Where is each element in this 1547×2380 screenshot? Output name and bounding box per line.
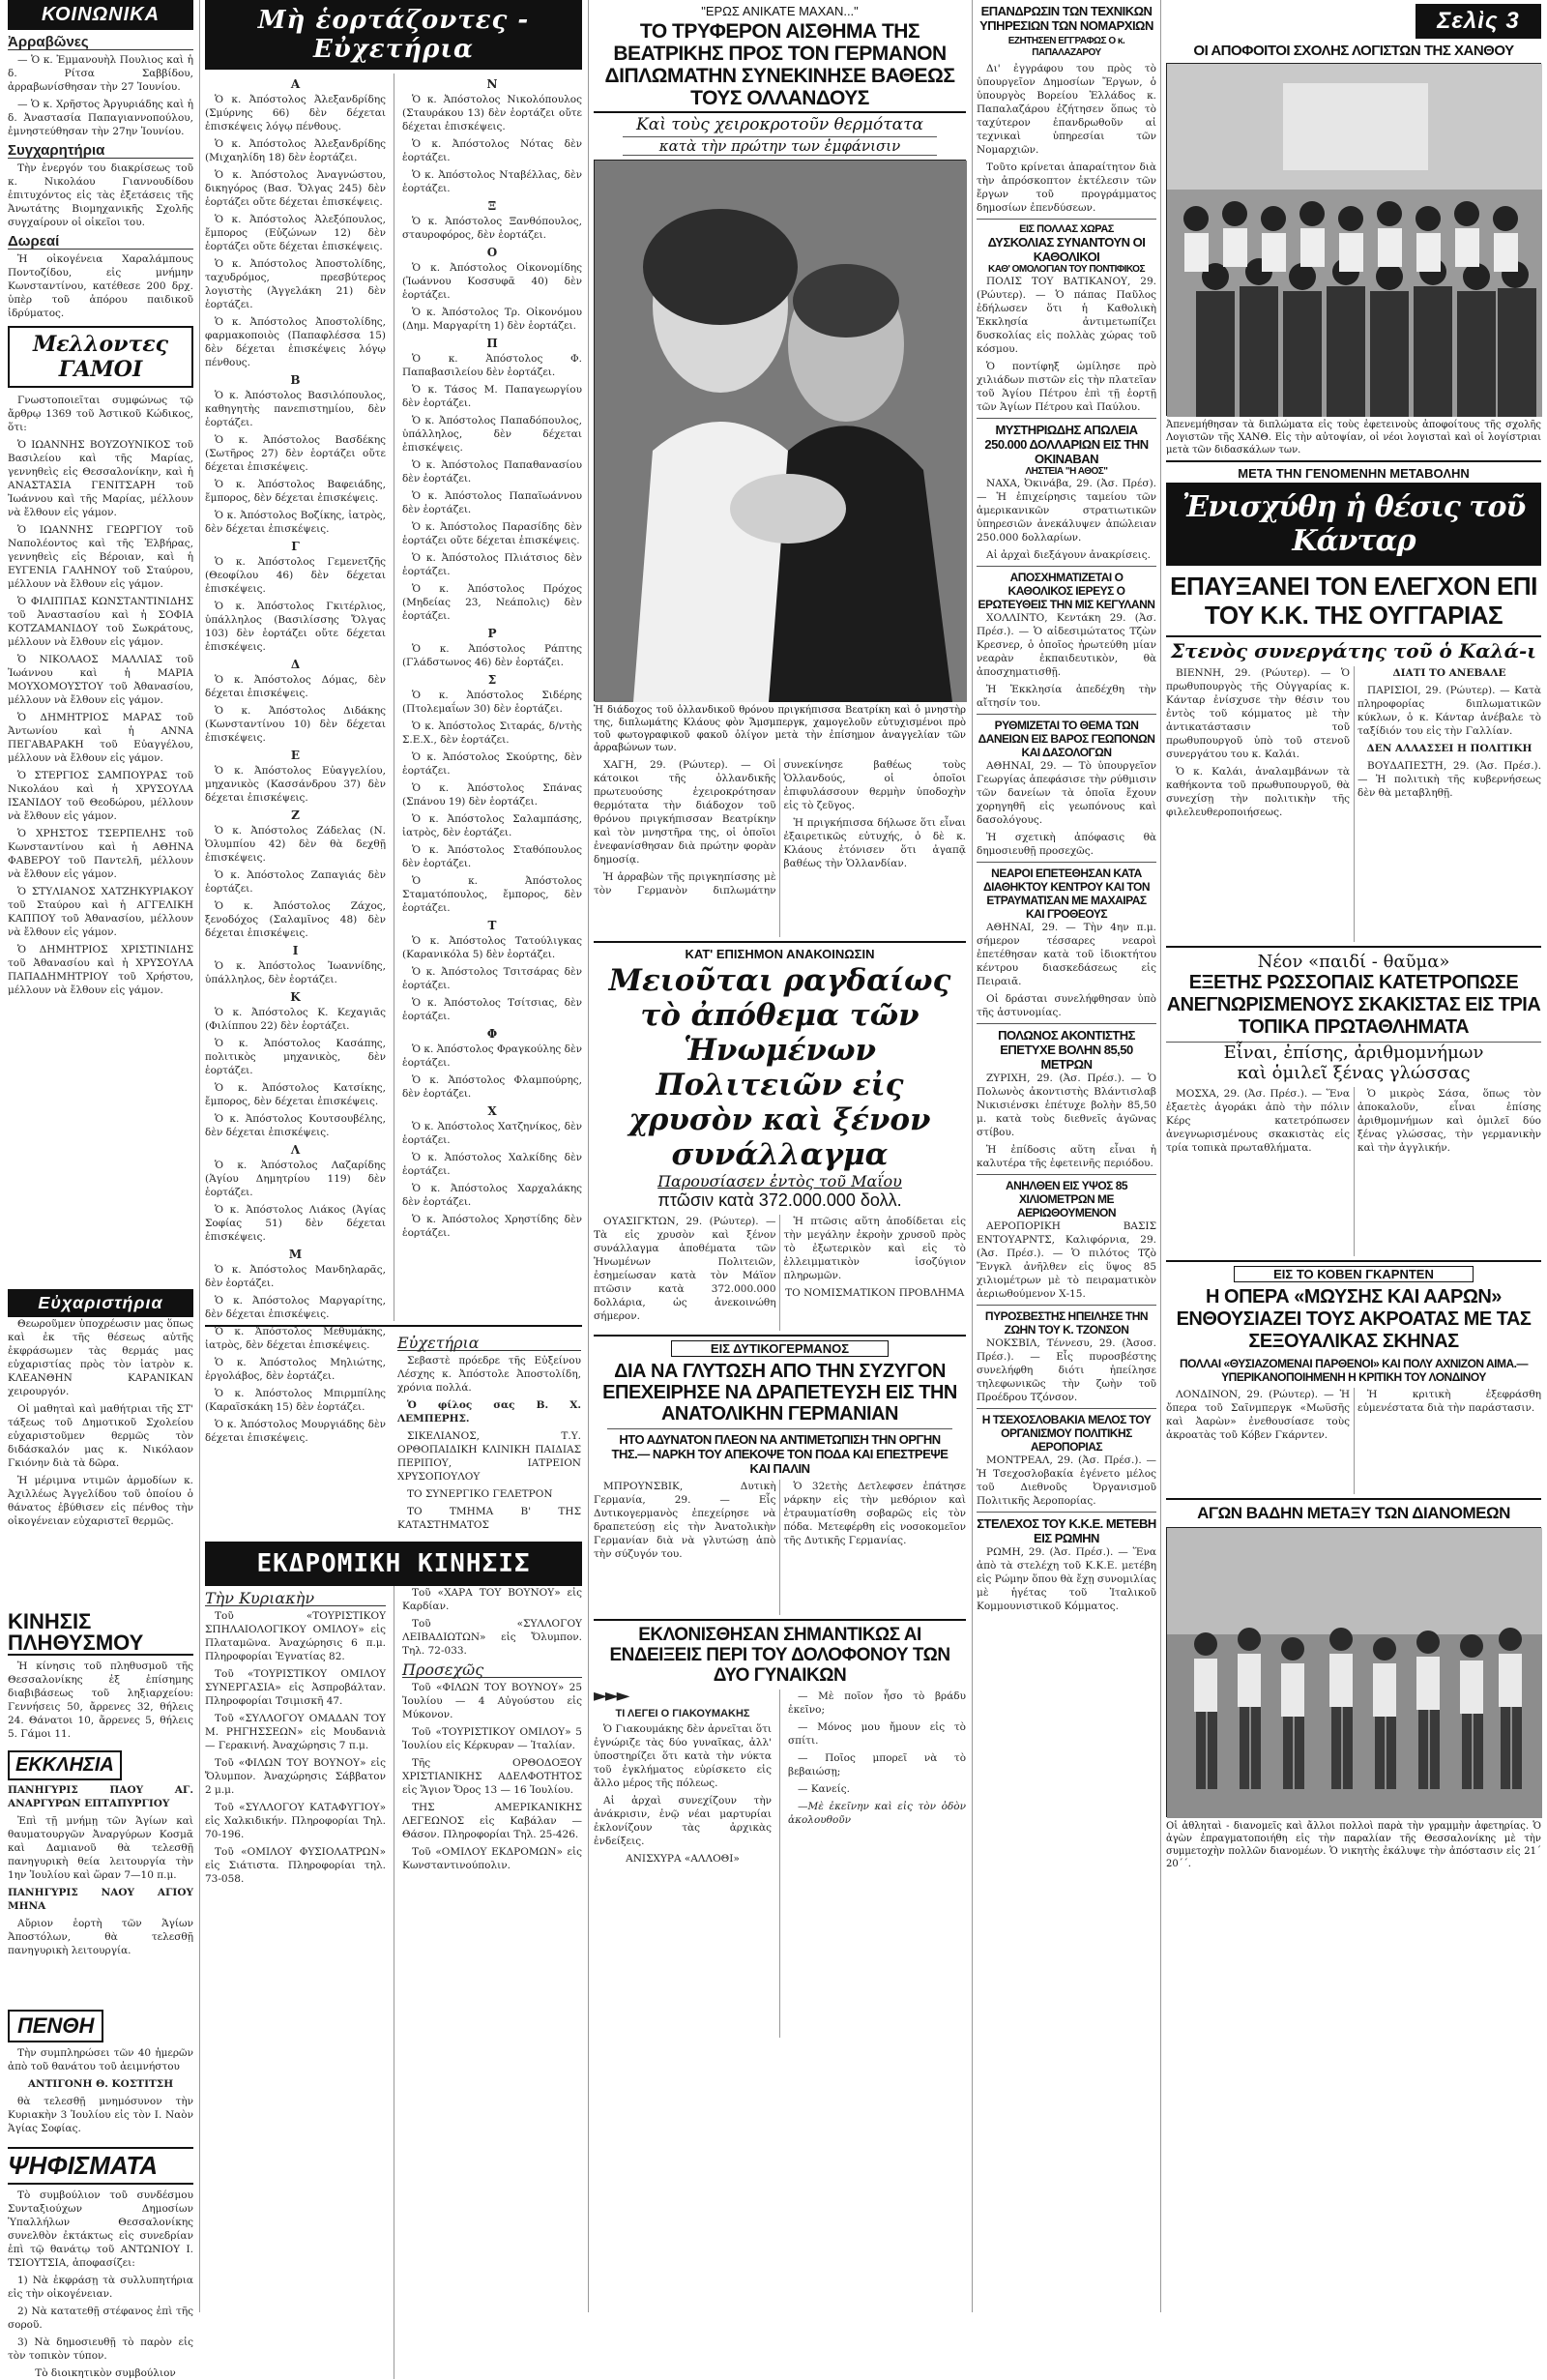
name-day-entry: Ὁ κ. Ἀπόστολος Φ. Παπαβασιλείου δὲν ἑορτάζει. [401,353,582,378]
text-paragraph: Ἡ κριτικὴ ἐξεφράσθη εὐμενέστατα διὰ τὴν παράστασιν. [1357,1389,1541,1414]
race-photo [1166,1527,1541,1817]
text-paragraph: — Μόνος μου ἤμουν εἰς τὸ σπίτι. [788,1721,967,1747]
photo-title: ΟΙ ΑΠΟΦΟΙΤΟΙ ΣΧΟΛΗΣ ΛΟΓΙΣΤΩΝ ΤΗΣ ΧΑΝΘΟΥ [1193,43,1514,59]
name-day-entry: Ὁ κ. Ἀπόστολος Σκούρτης, δὲν ἑορτάζει. [401,751,582,777]
murder-headline: ΕΚΛΟΝΙΣΘΗΣΑΝ ΣΗΜΑΝΤΙΚΩΣ ΑΙ ΕΝΔΕΙΞΕΙΣ ΠΕΡΙ ΤΟΥ ΔΟΛΟΦΟΝΟΥ ΤΩΝ ΔΥΟ ΓΥΝΑΙΚΩΝ [609,1625,950,1686]
alpha-letter: Π [486,337,498,350]
graduates-photo [1166,63,1541,416]
alpha-letter: Χ [487,1104,497,1118]
text-paragraph: Ἡ μέριμνα ντιμῶν ἀρμοδίων κ. Ἀχιλλέως Ἀγγελίδου τοῦ ὁποίου ὁ θάνατος ἐβύθισεν εἰς πένθος τὴν οἰκογένειαν εὐχαριστεῖ θερμῶς. [8,1475,193,1527]
text-paragraph: Ἡ Ἐκκλησία ἀπεδέχθη τὴν αἴτησίν του. [977,684,1156,709]
text-paragraph: — Ποῖος μπορεῖ νὰ τὸ βεβαιώσῃ; [788,1752,967,1778]
text-paragraph: Ἐπὶ τῇ μνήμῃ τῶν Ἁγίων καὶ θαυματουργῶν Ἀναργύρων Κοσμᾶ καὶ Δαμιανοῦ θὰ τελεσθῇ πανηγυρικὴ θεία λειτουργία τὴν 1ην Ἰουλίου καὶ ὥραν 7—10 π.μ. [8,1815,193,1881]
opera-headline: Η ΟΠΕΡΑ «ΜΩΥΣΗΣ ΚΑΙ ΑΑΡΩΝ» ΕΝΘΟΥΣΙΑΖΕΙ ΤΟΥΣ ΑΚΡΟΑΤΑΣ ΜΕ ΤΑΣ ΣΕΞΟΥΑΛΙΚΑΣ ΣΚΗΝΑΣ [1176,1286,1532,1352]
text-paragraph: Τοῦ «ΟΜΙΛΟΥ ΦΥΣΙΟΛΑΤΡΩΝ» εἰς Σιάτιστα. Πληροφορίαι τηλ. 73-058. [205,1846,386,1885]
name-day-entry: Ὁ κ. Ἀπόστολος Μαργαρίτης, δὲν δέχεται ἐπισκέψεις. [205,1295,386,1320]
text-paragraph: Ἡ ἀρραβὼν τῆς πριγκηπίσσης μὲ τὸν Γερμανὸν διπλωμάτην συνεκίνησε βαθέως τοὺς Ὁλλανδούς, οἱ ὁποῖοι ἐπιφυλάσσουν θερμὴν ὑποδοχὴν εἰς τὸ ζεῦγος. [594,759,966,896]
text-paragraph: — Ὁ κ. Χρῆστος Ἀργυριάδης καὶ ἡ δ. Ἀναστασία Παπαγιαννοπούλου, ἐμνηστεύθησαν τὴν 27ην Ἰουνίου. [8,99,193,137]
alpha-letter: Κ [290,990,301,1004]
text-paragraph: Τὴν συμπληρώσει τῶν 40 ἡμερῶν ἀπὸ τοῦ θανάτου τοῦ ἀειμνήστου [8,2047,193,2072]
text-paragraph: Ἡ πτῶσις αὕτη ἀποδίδεται εἰς τὴν μεγάλην ἐκροὴν χρυσοῦ πρὸς τὸ ἐξωτερικὸν καὶ εἰς τὸ ἐλλειμματικὸν ἰσοζύγιον πληρωμῶν. [783,1216,966,1281]
name-day-entry: Ὁ κ. Ἀπόστολος Φραγκούλης δὲν ἑορτάζει. [401,1043,582,1069]
name-day-entry: Ὁ κ. Ἀπόστολος Νταβέλλας, δὲν ἑορτάζει. [401,169,582,194]
brief-headline: ΣΤΕΛΕΧΟΣ ΤΟΥ Κ.Κ.Ε. ΜΕΤΕΒΗ ΕΙΣ ΡΩΜΗΝ [977,1516,1156,1545]
name-days-section [205,0,582,2312]
briefs-column [977,0,1156,2312]
name-day-entry: Ὁ κ. Ἀπόστολος Βοζίκης, ἰατρὸς, δὲν δέχεται ἐπισκέψεις. [205,510,386,535]
population-title: ΚΙΝΗΣΙΣ ΠΛΗΘΥΣΜΟΥ [8,1611,193,1656]
name-day-entry: Ὁ κ. Ἀπόστολος Βαφειάδης, ἔμπορος, δὲν δέχεται ἐπισκέψεις. [205,479,386,504]
text-paragraph: Αἱ ἀρχαὶ συνεχίζουν τὴν ἀνάκρισιν, ἐνῷ νέαι μαρτυρίαι ἐκλονίζουν τὰς ἀρχικὰς ἐνδείξεις. [594,1795,773,1847]
name-day-entry: Ὁ κ. Ἀπόστολος Μπιρμπίλης (Καραϊσκάκη 15) δὲν ἑορτάζει. [205,1388,386,1413]
name-day-entry: Ὁ κ. Ἀπόστολος Ζάδελας (Ν. Ὀλυμπίου 42) δὲν θὰ δεχθῇ ἐπισκέψεις. [205,825,386,864]
text-paragraph: Ἡ ἐπίδοσις αὕτη εἶναι ἡ καλυτέρα τῆς ἐφετεινῆς περιόδου. [977,1144,1156,1169]
text-paragraph: ΠΑΝΗΓΥΡΙΣ ΠΑΟΥ ΑΓ. ΑΝΑΡΓΥΡΩΝ ΕΠΤΑΠΥΡΓΙΟΥ [8,1784,193,1809]
hungary-kicker: ΜΕΤΑ ΤΗΝ ΓΕΝΟΜΕΝΗΝ ΜΕΤΑΒΟΛΗΝ [1238,466,1470,481]
name-day-entry: Ὁ κ. Ἀπόστολος Λιάκος (Ἀγίας Σοφίας 51) δὲν δέχεται ἐπισκέψεις. [205,1204,386,1243]
text-paragraph: Τοῦ «ΤΟΥΡΙΣΤΙΚΟΥ ΟΜΙΛΟΥ» 5 Ἰουλίου εἰς Κέρκυραν — Ἰταλίαν. [401,1726,582,1751]
text-paragraph: Ὁ κ. Καλάι, ἀναλαμβάνων τὰ καθήκοντα τοῦ πρωθυπουργοῦ, θὰ συνεχίσῃ τὴν πολιτικὴν τῆς φιλελευθεροποιήσεως. [1166,766,1350,818]
name-day-entry: Ὁ κ. Ἀπόστολος Εὐαγγελίου, μηχανικὸς (Κασσάνδρου 37) δὲν δέχεται ἐπισκέψεις. [205,765,386,804]
text-paragraph: Ὁ ΙΩΑΝΝΗΣ ΓΕΩΡΓΙΟΥ τοῦ Ναπολέοντος καὶ τῆς Ἐλβήρας, γεννηθεὶς εἰς Βέροιαν, καὶ ἡ ΕΥΓΕΝΙΑ ΓΑΛΗΝΟΥ τοῦ Σταύρου, μέλλουν νὰ ἔλθουν εἰς γάμον. [8,524,193,590]
story-headline: ΤΟ ΤΡΥΦΕΡΟΝ ΑΙΣΘΗΜΑ ΤΗΣ ΒΕΑΤΡΙΚΗΣ ΠΡΟΣ ΤΟΝ ΓΕΡΜΑΝΟΝ ΔΙΠΛΩΜΑΤΗΝ ΣΥΝΕΚΙΝΗΣΕ ΒΑΘΕΩΣ ΤΟΥΣ ΟΛΛΑΝΔΟΥΣ [604,20,955,109]
brief-headline: ΕΙΣ ΠΟΛΛΑΣ ΧΩΡΑΣ [1019,223,1114,235]
text-paragraph: Τοῦτο κρίνεται ἀπαραίτητον διὰ τὴν ἀπρόσκοπτον ἐκτέλεσιν τῶν ἔργων τοῦ προγράμματος δημοσίων ἐπενδύσεων. [977,162,1156,214]
text-paragraph: ΑΝΤΙΓΟΝΗ Θ. ΚΟΣΤΙΤΣΗ [27,2078,174,2090]
text-paragraph: ΤΟ ΝΟΜΙΣΜΑΤΙΚΟΝ ΠΡΟΒΛΗΜΑ [785,1287,965,1299]
thanks-title: Εὐχαριστήρια [8,1289,193,1317]
name-day-entry: Ὁ κ. Ἀπόστολος Παπαδόπουλος, ὑπάλληλος, δὲν δέχεται ἐπισκέψεις. [401,415,582,454]
text-paragraph: ΤΟ ΣΥΝΕΡΓΙΚΟ ΓΕΛΕΤΡΟΝ [407,1488,553,1500]
name-day-entry: Ὁ κ. Ἀπόστολος Γκιτέρλιος, ὑπάλληλος (Βασιλίσσης Ὄλγας 103) δὲν ἑορτάζει οὔτε δέχεται ἐπισκέψεις. [205,601,386,653]
text-paragraph: 2) Νὰ κατατεθῇ στέφανος ἐπὶ τῆς σοροῦ. [8,2306,193,2331]
text-paragraph: ΔΕΝ ΑΛΛΑΣΣΕΙ Η ΠΟΛΙΤΙΚΗ [1366,743,1532,754]
race-photo-art [1167,1528,1542,1818]
excursions-sub: Τὴν Κυριακὴν [205,1592,386,1606]
name-day-entry: Ὁ κ. Ἀπόστολος Ζαπαγιάς δὲν ἑορτάζει. [205,869,386,895]
text-paragraph: ΠΟΛΙΣ ΤΟΥ ΒΑΤΙΚΑΝΟΥ, 29. (Ρώυτερ). — Ὁ πάπας Παῦλος ἐδήλωσεν ὅτι ἡ Καθολικὴ Ἐκκλησία ἀντιμετωπίζει δυσκολίας εἰς πολλὰς χώρας τοῦ κόσμου. [977,276,1156,355]
text-paragraph: Θεωροῦμεν ὑποχρέωσιν μας ὅπως καὶ ἐκ τῆς θέσεως αὐτῆς ἐκφράσωμεν τὰς θερμάς μας εὐχαριστίας πρὸς τὸν ἰατρὸν κ. ΚΛΕΑΝΘΗΝ ΚΑΡΑΝΙΚΑΝ χειρουργόν. [8,1318,193,1397]
chess-subhead: Εἶναι, ἐπίσης, ἀριθμομνήμων [1166,1042,1541,1063]
church-title: ΕΚΚΛΗΣΙΑ [8,1750,122,1780]
mourning-title: ΠΕΝΘΗ [8,2010,103,2042]
graduates-photo-art [1167,64,1542,417]
text-paragraph: ΒΟΥΔΑΠΕΣΤΗ, 29. (Ἀσ. Πρέσ.). — Ἡ πολιτικὴ τῆς κυβερνήσεως δὲν θὰ μεταβληθῇ. [1357,760,1541,799]
photo-caption: Ἀπενεμήθησαν τὰ διπλώματα εἰς τοὺς ἐφετεινοὺς ἀποφοίτους τῆς σχολῆς Λογιστῶν τῆς ΧΑΝΘ. Εἰς τὴν αὐτοψίαν, οἱ νέοι λογισταὶ καὶ οἱ λογίστριαι μετὰ τῶν διδασκάλων των. [1166,420,1541,455]
murder-subhead: ΤΙ ΛΕΓΕΙ Ο ΓΙΑΚΟΥΜΑΚΗΣ [615,1708,750,1719]
name-day-entry: Ὁ κ. Ἀπόστολος Ράπτης (Γλάδστωνος 46) δὲν ἑορτάζει. [401,643,582,668]
text-paragraph: Ἡ οἰκογένεια Χαραλάμπους Ποντοζίδου, εἰς μνήμην Κωνσταντίνου, κατέθεσε 200 δρχ. ὑπὲρ τοῦ ἀπόρου παιδικοῦ ἰδρύματος. [8,253,193,319]
name-day-entry: Ὁ κ. Ἀπόστολος Τρ. Οἰκονόμου (Δημ. Μαργαρίτη 1) δὲν ἑορτάζει. [401,307,582,332]
text-paragraph: — Ὁ κ. Ἐμμανουὴλ Πουλιος καὶ ἡ δ. Ρίτσα Σαββίδου, ἀρραβωνίσθησαν τὴν 27 Ἰουνίου. [8,54,193,93]
name-day-entry: Ὁ κ. Ἀπόστολος Χαρχαλάκης δὲν ἑορτάζει. [401,1183,582,1208]
text-paragraph: ΜΟΝΤΡΕΑΛ, 29. (Ἀσ. Πρέσ.). — Ἡ Τσεχοσλοβακία ἐγένετο μέλος τοῦ Διεθνοῦς Ὀργανισμοῦ Πολιτικῆς Ἀεροπορίας. [977,1454,1156,1507]
alpha-letter: Β [290,373,301,387]
text-paragraph: Οἱ μαθηταὶ καὶ μαθήτριαι τῆς ΣΤ' τάξεως τοῦ Δημοτικοῦ Σχολείου εὐχαριστοῦμεν θερμῶς τὸν διδάσκαλόν μας κ. Νικόλαον Γκιόνην διὰ τὰ δῶρα. [8,1403,193,1469]
hungary-headline-2: ΕΠΑΥΞΑΝΕΙ ΤΟΝ ΕΛΕΓΧΟΝ ΕΠΙ ΤΟΥ Κ.Κ. ΤΗΣ ΟΥΓΓΑΡΙΑΣ [1170,572,1537,630]
text-paragraph: ΟΥΑΣΙΓΚΤΩΝ, 29. (Ρώυτερ). — Τὰ εἰς χρυσὸν καὶ ξένον συνάλλαγμα ἀποθέματα τῶν Ἡνωμένων Πολιτειῶν, ἐσημείωσαν κατὰ τὸν Μάϊον πτῶσιν κατὰ 372.000.000 δολλάρια, ὡς ἀνεκοινώθη σήμερον. [594,1216,776,1322]
name-day-entry: Ὁ κ. Ἀπόστολος Μανδηλαρᾶς, δὲν ἑορτάζει. [205,1264,386,1289]
text-paragraph: Τοῦ «ΤΟΥΡΙΣΤΙΚΟΥ ΣΠΗΛΑΙΟΛΟΓΙΚΟΥ ΟΜΙΛΟΥ» εἰς Πλαταμῶνα. Ἀναχώρησις 6 π.μ. Πληροφορίαι Ἐγνατίας 82. [205,1610,386,1662]
name-day-entry: Ὁ κ. Ἀπόστολος Ἀποστολίδης, ταχυδρόμος, πρεσβύτερος λογιστὴς (Ἀγγελάκη 21) δὲν ἑορτάζει. [205,258,386,310]
text-paragraph: Ὁ φίλος σας Β. Χ. ΛΕΜΠΕΡΗΣ. [397,1399,581,1425]
german-kicker: ΕΙΣ ΔΥΤΙΚΟΓΕΡΜΑΝΟΣ [671,1340,889,1357]
upcoming-heading: Προσεχῶς [402,1663,582,1678]
name-day-entry: Ὁ κ. Ἀπόστολος Βασδέκης (Σωτῆρος 27) δὲν ἑορτάζει οὔτε δέχεται ἐπισκέψεις. [205,434,386,473]
alpha-letter: Ξ [487,199,497,213]
text-paragraph: Ὁ ΙΩΑΝΝΗΣ ΒΟΥΖΟΥΝΙΚΟΣ τοῦ Βασιλείου καὶ τῆς Μαρίας, γεννηθεὶς εἰς Θεσσαλονίκην, καὶ ἡ ΑΝΑΣΤΑΣΙΑ ΓΕΝΙΤΣΑΡΗ τοῦ Ἰωάννου καὶ τῆς Μαρίας, μέλλουν νὰ ἔλθουν εἰς γάμον. [8,439,193,518]
text-paragraph: ΑΘΗΝΑΙ, 29. — Τὸ ὑπουργεῖον Γεωργίας ἀπεφάσισε τὴν ρύθμισιν τῶν δανείων τὰ ὁποῖα ἔχουν χορηγηθῆ εἰς γεωπόνους καὶ δασολόγους. [977,760,1156,826]
brief-headline: ΡΥΘΜΙΖΕΤΑΙ ΤΟ ΘΕΜΑ ΤΩΝ ΔΑΝΕΙΩΝ ΕΙΣ ΒΑΡΟΣ ΓΕΩΠΟΝΩΝ ΚΑΙ ΔΑΣΟΛΟΓΩΝ [978,719,1155,759]
brief-headline: ΔΥΣΚΟΛΙΑΣ ΣΥΝΑΝΤΟΥΝ ΟΙ ΚΑΘΟΛΙΚΟΙ [987,235,1146,264]
engagement-photo-art [595,161,967,702]
chess-headline: ΕΞΕΤΗΣ ΡΩΣΣΟΠΑΙΣ ΚΑΤΕΤΡΟΠΩΣΕ ΑΝΕΓΝΩΡΙΣΜΕΝΟΥΣ ΣΚΑΚΙΣΤΑΣ ΕΙΣ ΤΡΙΑ ΤΟΠΙΚΑ ΠΡΩΤΑΘΛΗΜΑΤΑ [1166,972,1541,1038]
excursions-title: ΕΚΔΡΟΜΙΚΗ ΚΙΝΗΣΙΣ [205,1542,582,1586]
alpha-letter: Τ [487,919,497,932]
text-paragraph: Σεβαστὲ πρόεδρε τῆς Εὐξείνου Λέσχης κ. Ἀπόστολε Ἀποστολίδη, χρόνια πολλά. [397,1355,581,1394]
name-day-entry: Ὁ κ. Ἀπόστολος Δόμας, δὲν δέχεται ἐπισκέψεις. [205,674,386,699]
text-paragraph: Ὁ μικρὸς Σάσα, ὅπως τὸν ἀποκαλοῦν, εἶναι ἐπίσης ἀριθμομνήμων καὶ ὁμιλεῖ δύο ξένας γλώσσας, τὴν γερμανικὴν καὶ τὴν ἀγγλικήν. [1357,1088,1541,1154]
german-subhead: ΗΤΟ ΑΔΥΝΑΤΟΝ ΠΛΕΟΝ ΝΑ ΑΝΤΙΜΕΤΩΠΙΣΗ ΤΗΝ ΟΡΓΗΝ ΤΗΣ.— ΝΑΡΚΗ ΤΟΥ ΑΠΕΚΟΨΕ ΤΟΝ ΠΟΔΑ ΚΑΙ ΕΠΕΣΤΡΕΨΕ ΚΑΙ ΠΑΛΙΝ [607,1428,952,1476]
story-subhead: Καὶ τοὺς χειροκροτοῦν θερμότατα [594,111,966,134]
name-day-entry: Ὁ κ. Ἀπόστολος Οἰκονομίδης (Ἰωάννου Κοσσυφᾶ 40) δὲν ἑορτάζει. [401,262,582,301]
brief-subhead: ΛΗΣΤΕΙΑ "Η ΑΘΟΣ" [1025,466,1108,477]
alpha-letter: Ε [290,749,301,762]
arrows-icon: ►►► [594,1686,628,1706]
brief-headline: ΝΕΑΡΟΙ ΕΠΕΤΕΘΗΣΑΝ ΚΑΤΑ ΔΙΑΘΗΚΤΟΥ ΚΕΝΤΡΟΥ ΚΑΙ ΤΟΝ ΕΤΡΑΥΜΑΤΙΣΑΝ ΜΕ ΜΑΧΑΙΡΑΣ ΚΑΙ ΓΡΟΘΕΟΥΣ [982,867,1151,921]
text-paragraph: ΣΙΚΕΛΙΑΝΟΣ, Τ.Υ. ΟΡΘΟΠΑΙΔΙΚΗ ΚΛΙΝΙΚΗ ΠΑΙΔΙΑΣ ΠΕΡΙΠΟΥ, ΙΑΤΡΕΙΟΝ ΧΡΥΣΟΠΟΥΛΟΥ [397,1430,581,1483]
text-paragraph: Ὁ ΝΙΚΟΛΑΟΣ ΜΑΛΛΙΑΣ τοῦ Ἰωάννου καὶ ἡ ΜΑΡΙΑ ΜΟΥΧΟΜΟΥΣΤΟΥ τοῦ Ἀθανασίου, μέλλουν νὰ ἔλθουν εἰς γάμον. [8,654,193,706]
name-day-entry: Ὁ κ. Τάσος Μ. Παπαγεωργίου δὲν ἑορτάζει. [401,384,582,409]
name-day-entry: Ὁ κ. Ἀπόστολος Πρόχος (Μηδείας 23, Νεάπολις) δὲν ἑορτάζει. [401,583,582,622]
text-paragraph: θὰ τελεσθῇ μνημόσυνον τὴν Κυριακὴν 3 Ἰουλίου εἰς τὸν Ι. Ναὸν Ἁγίας Σοφίας. [8,2096,193,2134]
section-heading: Δωρεαί [8,235,193,250]
text-paragraph: Τοῦ «ΤΟΥΡΙΣΤΙΚΟΥ ΟΜΙΛΟΥ ΣΥΝΕΡΓΑΣΙΑ» εἰς Ἀσπροβάλταν. Πληροφορίαι Τσιμισκῆ 47. [205,1668,386,1707]
resolutions-title: ΨΗΦΙΣΜΑΤΑ [8,2147,193,2185]
text-paragraph: Τὸ διοικητικὸν συμβούλιον [35,2367,176,2379]
text-paragraph: Ὁ ΣΤΥΛΙΑΝΟΣ ΧΑΤΖΗΚΥΡΙΑΚΟΥ τοῦ Σταύρου καὶ ἡ ΑΓΓΕΛΙΚΗ ΚΑΠΠΟΥ τοῦ Ἀθανασίου, μέλλουν νὰ ἔλθουν εἰς γάμον. [8,886,193,938]
name-day-entry: Ὁ κ. Ἀπόστολος Βασιλόπουλος, καθηγητὴς πανεπιστημίου, δὲν ἑορτάζει. [205,390,386,428]
gold-kicker: ΚΑΤ' ΕΠΙΣΗΜΟΝ ΑΝΑΚΟΙΝΩΣΙΝ [685,947,875,961]
name-day-entry: Ὁ κ. Ἀπόστολος Πλιάτσιος δὲν ἑορτάζει. [401,552,582,577]
name-day-entry: Ὁ κ. Ἀπόστολος Κ. Κεχαγιᾶς (Φιλίππου 22) δὲν ἑορτάζει. [205,1007,386,1032]
text-paragraph: ΡΩΜΗ, 29. (Ἀσ. Πρέσ.). — Ἕνα ἀπὸ τὰ στελέχη τοῦ Κ.Κ.Ε. μετέβη εἰς Ρώμην ὅπου θὰ ἔχῃ συνομιλίας μὲ ἡγέτας τοῦ Ἰταλικοῦ Κομμουνιστικοῦ Κόμματος. [977,1546,1156,1612]
name-day-entry: Ὁ κ. Ἀπόστολος Τσιτσάρας δὲν ἑορτάζει. [401,966,582,991]
text-paragraph: ΜΟΣΧΑ, 29. (Ἀσ. Πρέσ.). — Ἕνα ἑξαετὲς ἀγοράκι ἀπὸ τὴν πόλιν Κέρς κατετρόπωσεν ἀνεγνωρισμένους σκακιστὰς εἰς τρία τοπικὰ πρωταθλήματα. [1166,1088,1350,1154]
alpha-letter: Ι [292,944,299,957]
name-day-entry: Ὁ κ. Ἀπόστολος Ζάχος, ξενοδόχος (Σαλαμῖνος 48) δὲν δέχεται ἐπισκέψεις. [205,900,386,939]
text-paragraph: ΑΕΡΟΠΟΡΙΚΗ ΒΑΣΙΣ ΕΝΤΟΥΑΡΝΤΣ, Καλιφόρνια, 29. (Ἀσ. Πρέσ.). — Ὁ πιλότος Τζὸ Ἔνγκλ ἀνῆλθεν εἰς ὕψος 85 χιλιομέτρων μὲ τὸ πειραματικὸν ἀεριωθούμενον Χ-15. [977,1220,1156,1300]
name-days-title: Μὴ ἑορτάζοντες - Εὐχετήρια [205,0,582,70]
name-days-col-1 [205,73,386,1444]
text-paragraph: ΜΠΡΟΥΝΣΒΙΚ, Δυτικὴ Γερμανία, 29. — Εἷς Δυτικογερμανὸς ἐπεχείρησε νὰ δραπετεύσῃ εἰς τὴν Ἀνατολικὴν Γερμανίαν διὰ νὰ γλυτώσῃ ἀπὸ τὴν σύζυγόν του. [594,1481,776,1560]
alpha-letter: Ν [486,77,498,91]
text-paragraph: ΤΟ ΤΜΗΜΑ Β' ΤΗΣ ΚΑΤΑΣΤΗΜΑΤΟΣ [397,1506,581,1531]
alpha-letter: Ρ [487,627,497,640]
brief-headline: ΜΥΣΤΗΡΙΩΔΗΣ ΑΠΩΛΕΙΑ 250.000 ΔΟΛΛΑΡΙΩΝ ΕΙΣ ΤΗΝ ΟΚΙΝΑΒΑΝ [984,423,1149,466]
brief-headline: ΑΝΗΛΘΕΝ ΕΙΣ ΥΨΟΣ 85 ΧΙΛΙΟΜΕΤΡΩΝ ΜΕ ΑΕΡΙΩΘΟΥΜΕΝΟΝ [1005,1179,1128,1219]
gold-headline: Μειοῦται ραγδαίως τὸ ἀπόθεμα τῶν Ἡνωμένων Πολιτειῶν εἰς χρυσὸν καὶ ξένον συνάλλαγμα [608,963,951,1172]
text-paragraph: Αὔριον ἑορτὴ τῶν Ἁγίων Ἀποστόλων, θὰ τελεσθῇ πανηγυρικὴ λειτουργία. [8,1918,193,1956]
name-day-entry: Ὁ κ. Ἀπόστολος Ἀλεξόπουλος, ἔμπορος (Εὐζώνων 12) δὲν ἑορτάζει οὔτε δέχεται ἐπισκέψεις. [205,214,386,252]
brief-headline: ΑΠΟΣΧΗΜΑΤΙΖΕΤΑΙ Ο ΚΑΘΟΛΙΚΟΣ ΙΕΡΕΥΣ Ο ΕΡΩΤΕΥΘΕΙΣ ΤΗΝ ΜΙΣ ΚΕΓΥΛΑΝΝ [978,571,1155,611]
name-day-entry: Ὁ κ. Ἀπόστολος Σπάνας (Σπάνου 19) δὲν ἑορτάζει. [401,782,582,808]
name-day-entry: Ὁ κ. Ἀπόστολος Παπαθανασίου δὲν ἑορτάζει. [401,459,582,485]
name-day-entry: Ὁ κ. Ἀπόστολος Ξανθόπουλος, σταυροφόρος, δὲν ἑορτάζει. [401,216,582,241]
name-day-entry: Ὁ κ. Ἀπόστολος Κασάπης, πολιτικὸς μηχανικὸς, δὲν ἑορτάζει. [205,1038,386,1076]
brief-headline: Η ΤΣΕΧΟΣΛΟΒΑΚΙΑ ΜΕΛΟΣ ΤΟΥ ΟΡΓΑΝΙΣΜΟΥ ΠΟΛΙΤΙΚΗΣ ΑΕΡΟΠΟΡΙΑΣ [981,1413,1152,1454]
brief-headline: ΠΟΛΩΝΟΣ ΑΚΟΝΤΙΣΤΗΣ ΕΠΕΤΥΧΕ ΒΟΛΗΝ 85,50 ΜΕΤΡΩΝ [998,1028,1135,1072]
name-day-entry: Ὁ κ. Ἀπόστολος Κατσίκης, ἔμπορος, δὲν δέχεται ἐπισκέψεις. [205,1082,386,1107]
name-day-entry: Ὁ κ. Ἀπόστολος Φλαμπούρης, δὲν ἑορτάζει. [401,1074,582,1100]
german-headline: ΔΙΑ ΝΑ ΓΛΥΤΩΣΗ ΑΠΟ ΤΗΝ ΣΥΖΥΓΟΝ ΕΠΕΧΕΙΡΗΣΕ ΝΑ ΔΡΑΠΕΤΕΥΣΗ ΕΙΣ ΤΗΝ ΑΝΑΤΟΛΙΚΗΝ ΓΕΡΜΑΝΙΑΝ [602,1361,957,1425]
text-paragraph: Τοῦ «ΣΥΛΛΟΓΟΥ ΟΜΑΔΑΝ ΤΟΥ Μ. ΡΗΓΗΣΣΕΩΝ» εἰς Μουδανιὰ — Γερακινή. Ἀναχώρησις 7 π.μ. [205,1713,386,1751]
center-column [594,0,966,2312]
name-day-entry: Ὁ κ. Ἀπόστολος Μεθυμάκης, ἰατρὸς, δὲν δέχεται ἐπισκέψεις. [205,1326,386,1351]
text-paragraph: ΑΝΙΣΧΥΡΑ «ΑΛΛΟΘΙ» [626,1853,740,1865]
race-title: ΑΓΩΝ ΒΑΔΗΝ ΜΕΤΑΞΥ ΤΩΝ ΔΙΑΝΟΜΕΩΝ [1197,1504,1510,1522]
name-day-entry: Ὁ κ. Ἀπόστολος Μουργιάδης δὲν δέχεται ἐπισκέψεις. [205,1419,386,1444]
text-paragraph: Δι' ἐγγράφου του πρὸς τὸ ὑπουργεῖον Δημοσίων Ἔργων, ὁ ὑπουργὸς Βορείου Ἑλλάδος κ. Παπαλαζάρου ἐζήτησεν ὅπως τὸ ταχύτερον ἐπανδρωθοῦν αἱ τεχνικαὶ ὑπηρεσίαι τῶν Νομαρχιῶν. [977,63,1156,156]
name-day-entry: Ὁ κ. Ἀπόστολος Ἰωαννίδης, ὑπάλληλος, δὲν ἑορτάζει. [205,960,386,985]
name-day-entry: Ὁ κ. Ἀπόστολος Σιταράς, δ/ντὴς Σ.Ε.Χ., δὲν ἑορτάζει. [401,720,582,746]
name-day-entry: Ὁ κ. Ἀπόστολος Ἀλεξανδρίδης (Σμύρνης 66) δὲν δέχεται ἐπισκέψεις λόγῳ πένθους. [205,94,386,132]
text-paragraph: Ὁ ΦΙΛΙΠΠΑΣ ΚΩΝΣΤΑΝΤΙΝΙΔΗΣ τοῦ Ἀναστασίου καὶ ἡ ΣΟΦΙΑ ΚΟΤΖΑΜΑΝΙΔΟΥ τοῦ Σωκράτους, μέλλουν νὰ ἔλθουν εἰς γάμον. [8,596,193,648]
chess-kicker: Νέον «παιδί - θαῦμα» [1257,952,1450,972]
weddings-title: Μελλοντες ΓΑΜΟΙ [8,326,193,388]
section-heading: Ἀρραβῶνες [8,36,193,50]
name-day-entry: Ὁ κ. Ἀπόστολος Ἀλεξανδρίδης (Μιχαηλίδη 18) δὲν ἑορτάζει. [205,138,386,163]
text-paragraph: Τὴν ἐνεργόν του διακρίσεως τοῦ κ. Νικολάου Γιαννουδίδου ἐπιτυχόντος εἰς τὰς ἐξετάσεις τῆς Ἀνωτάτης Βιομηχανικῆς Σχολῆς συγχαίρουν οἱ οἰκεῖοι του. [8,162,193,228]
name-day-entry: Ὁ κ. Ἀπόστολος Σιδέρης (Πτολεμαΐων 30) δὲν ἑορτάζει. [401,690,582,715]
text-paragraph: ΝΟΚΣΒΙΛ, Τέννεσυ, 29. (Ἀσοσ. Πρέσ.). — Εἷς πυροσβέστης συνελήφθη διότι ἠπείλησε τηλεφωνικῶς τὴν ζωὴν τοῦ Προέδρου Τζόνσον. [977,1337,1156,1403]
section-heading: Συγχαρητήρια [8,144,193,159]
greetings-heading: Εὐχετήρια [397,1337,581,1351]
photo-caption: Οἱ ἀθληταὶ - διανομεῖς καὶ ἄλλοι πολλοὶ παρὰ τὴν γραμμὴν ἀφετηρίας. Ὁ ἀγὼν ἐπραγματοποιήθη εἰς τὴν παραλίαν τῆς Θεσσαλονίκης μὲ τὴν συμμετοχὴν πολλῶν διανομέων. Ὁ νικητὴς ἐκάλυψε τὴν ἀπόστασιν εἰς 21΄ 20΄΄. [1166,1821,1541,1869]
text-paragraph: ΑΘΗΝΑΙ, 29. — Τὴν 4ην π.μ. σήμερον τέσσαρες νεαροὶ ἐπετέθησαν κατὰ τοῦ ἰδιοκτήτου κέντρου διασκεδάσεως εἰς Πειραιᾶ. [977,922,1156,987]
name-day-entry: Ὁ κ. Ἀπόστολος Νότας δὲν ἑορτάζει. [401,138,582,163]
text-paragraph: Ὁ ΣΤΕΡΓΙΟΣ ΣΑΜΠΟΥΡΑΣ τοῦ Νικολάου καὶ ἡ ΧΡΥΣΟΥΛΑ ΙΣΑΝΙΔΟΥ τοῦ Θεοδώρου, μέλλουν νὰ ἔλθουν εἰς γάμον. [8,770,193,822]
text-paragraph: ΠΑΝΗΓΥΡΙΣ ΝΑΟΥ ΑΓΙΟΥ ΜΗΝΑ [8,1887,193,1912]
story-quote: "ΕΡΩΣ ΑΝΙΚΑΤΕ ΜΑΧΑΝ..." [701,4,859,18]
name-day-entry: Ὁ κ. Ἀπόστολος Παπαϊωάννου δὲν ἑορτάζει. [401,490,582,515]
text-paragraph: ΧΑΓΗ, 29. (Ρώυτερ). — Οἱ κάτοικοι τῆς ὁλλανδικῆς πρωτευούσης ἐχειροκρότησαν θερμότατα τὴν διάδοχον τοῦ θρόνου πριγκήπισσαν Βεατρίκην καὶ τὸν μνηστῆρα της, οἱ ὁποῖοι ἐνεφανίσθησαν διὰ πρώτην φορὰν δημοσίᾳ. [594,759,776,866]
text-paragraph: Τὸ συμβούλιον τοῦ συνδέσμου Συνταξιούχων Δημοσίων Ὑπαλλήλων Θεσσαλονίκης συνελθὸν ἐκτάκτως εἰς συνεδρίαν ἐπὶ τῷ θανάτῳ τοῦ ΑΝΤΩΝΙΟΥ Ι. ΤΣΙΟΥΤΣΙΑ, ἀποφασίζει: [8,2189,193,2269]
alpha-letter: Γ [291,540,300,553]
text-paragraph: Ὁ 32ετὴς Δετλεφσεν ἐπάτησε νάρκην εἰς τὴν μεθόριον καὶ ἐτραυματίσθη σοβαρῶς εἰς τὸν πόδα. Μετεφέρθη εἰς νοσοκομεῖον τῆς Δυτικῆς Γερμανίας. [783,1481,966,1546]
name-day-entry: Ὁ κ. Ἀπόστολος Διδάκης (Κωνσταντίνου 10) δὲν δέχεται ἐπισκέψεις. [205,705,386,744]
right-column [1166,0,1541,2312]
name-day-entry: Ὁ κ. Ἀπόστολος Ἀποστολίδης, φαρμακοποιὸς (Παπαφλέσσα 15) δὲν δέχεται ἐπισκέψεις λόγῳ πένθους. [205,316,386,368]
alpha-letter: Λ [290,1143,301,1157]
name-day-entry: Ὁ κ. Ἀπόστολος Τατούλιγκας (Καρανικόλα 5) δὲν ἑορτάζει. [401,935,582,960]
name-day-entry: Ὁ κ. Ἀπόστολος Λαζαρίδης (Ἁγίου Δημητρίου 119) δὲν ἑορτάζει. [205,1160,386,1198]
photo-caption: Ἡ διάδοχος τοῦ ὁλλανδικοῦ θρόνου πριγκήπισσα Βεατρίκη καὶ ὁ μνηστὴρ της, διπλωμάτης Κλάους φὸν Ἄμσμπεργκ, χαμογελοῦν εὐτυχισμένοι πρὸ τοῦ φωτογραφικοῦ φακοῦ ὀλίγον μετὰ τὴν ἐπίσημον ἀναγγελίαν τῶν ἀρραβώνων των. [594,705,966,753]
text-paragraph: 1) Νὰ ἐκφράσῃ τὰ συλλυπητήρια εἰς τὴν οἰκογένειαν. [8,2275,193,2300]
story-subhead-2: κατὰ τὴν πρώτην των ἐμφάνισιν [623,136,937,156]
name-day-entry: Ὁ κ. Ἀπόστολος Σταματόπουλος, ἔμπορος, δὲν ἑορτάζει. [401,875,582,914]
hungary-headline: Ἐνισχύθη ἡ θέσις τοῦ Κάνταρ [1166,483,1541,566]
text-paragraph: Τῆς ΟΡΘΟΔΟΞΟΥ ΧΡΙΣΤΙΑΝΙΚΗΣ ΑΔΕΛΦΟΤΗΤΟΣ εἰς Ἅγιον Ὄρος 13 — 16 Ἰουλίου. [401,1757,582,1796]
text-paragraph: Ὁ ΧΡΗΣΤΟΣ ΤΣΕΡΠΕΛΗΣ τοῦ Κωνσταντίνου καὶ ἡ ΑΘΗΝΑ ΦΑΒΕΡΟΥ τοῦ Παντελῆ, μέλλουν νὰ ἔλθουν εἰς γάμον. [8,828,193,880]
text-paragraph: Τοῦ «ΣΥΛΛΟΓΟΥ ΛΕΙΒΑΔΙΩΤΩΝ» εἰς Ὄλυμπον. Τηλ. 72-033. [401,1618,582,1657]
alpha-letter: Δ [290,658,301,671]
brief-headline: ΕΠΑΝΔΡΩΣΙΝ ΤΩΝ ΤΕΧΝΙΚΩΝ ΥΠΗΡΕΣΙΩΝ ΤΩΝ ΝΟΜΑΡΧΙΩΝ [979,4,1153,33]
text-paragraph: — Κανείς. [798,1783,850,1795]
name-day-entry: Ὁ κ. Ἀπόστολος Νικολόπουλος (Σταυράκου 13) δὲν ἑορτάζει οὔτε δέχεται ἐπισκέψεις. [401,94,582,132]
name-day-entry: Ὁ κ. Ἀπόστολος Μηλιώτης, ἐργολάβος, δὲν ἑορτάζει. [205,1357,386,1382]
name-day-entry: Ὁ κ. Ἀπόστολος Σαλαμπάσης, ἰατρὸς, δὲν ἑορτάζει. [401,813,582,838]
name-day-entry: Ὁ κ. Ἀπόστολος Χαλκίδης δὲν ἑορτάζει. [401,1152,582,1177]
gold-sub-2: πτῶσιν κατὰ 372.000.000 δολλ. [657,1190,902,1210]
text-paragraph: Ἡ πριγκήπισσα δήλωσε ὅτι εἶναι ἐξαιρετικῶς εὐτυχής, ὁ δὲ κ. Κλάους ἐτόνισεν ὅτι ἀγαπᾷ βαθέως τὴν Ὁλλανδίαν. [783,817,966,869]
chess-subhead-2: καὶ ὁμιλεῖ ξένας γλώσσας [1237,1063,1471,1083]
text-paragraph: ΤΗΣ ΑΜΕΡΙΚΑΝΙΚΗΣ ΛΕΓΕΩΝΟΣ εἰς Καβάλαν — Θάσον. Πληροφορίαι Τηλ. 25-426. [401,1802,582,1840]
text-paragraph: ΧΟΛΛΙΝΤΟ, Κεντάκη 29. (Ἀσ. Πρέσ.). — Ὁ αἰδεσιμώτατος Τζὼν Κρεσνερ, ὁ ὁποῖος ἠρωτεύθη μίαν νεαρὰν ἐκπαιδευτικὸν, θὰ ἀποσχηματισθῇ. [977,612,1156,678]
alpha-letter: Ζ [291,808,300,822]
text-paragraph: Τοῦ «ΦΙΛΩΝ ΤΟΥ ΒΟΥΝΟΥ» 25 Ἰουλίου — 4 Αὐγούστου εἰς Μύκονον. [401,1682,582,1720]
alpha-letter: Σ [487,673,497,687]
text-paragraph: Ὁ ΔΗΜΗΤΡΙΟΣ ΜΑΡΑΣ τοῦ Ἀντωνίου καὶ ἡ ΑΝΝΑ ΠΕΓΑΒΑΡΑΚΗ τοῦ Εὐαγγέλου, μέλλουν νὰ ἔλθουν εἰς γάμον. [8,712,193,764]
text-paragraph: Ἡ σχετικὴ ἀπόφασις θὰ δημοσιευθῇ προσεχῶς. [977,832,1156,857]
text-paragraph: ΒΙΕΝΝΗ, 29. (Ρώυτερ). — Ὁ πρωθυπουργὸς τῆς Οὐγγαρίας κ. Κάνταρ ἐνίσχυσε τὴν θέσιν του ἐντὸς τοῦ κόμματος μὲ τὴν ἀντικατάστασιν τοῦ πρωθυπουργοῦ ὑπὸ τοῦ στενοῦ συνεργάτου του κ. Καλάι. [1166,667,1350,760]
brief-subhead: ΚΑΘ' ΟΜΟΛΟΓΙΑΝ ΤΟΥ ΠΟΝΤΙΦΙΚΟΣ [988,264,1145,275]
text-paragraph: —Μὲ ἐκεῖνην καὶ εἰς τὸν ὀδὸν ἀκολουθοῦν [788,1801,967,1826]
alpha-letter: Φ [486,1027,498,1041]
name-day-entry: Ὁ κ. Ἀπόστολος Χρηστίδης δὲν ἑορτάζει. [401,1214,582,1239]
text-paragraph: ΖΥΡΙΧΗ, 29. (Ἀσ. Πρέσ.). — Ὁ Πολωνὸς ἀκοντιστὴς Βλάντισλαβ Νικισιένσκι ἐπέτυχε βολὴν 85,50 μ. κατὰ τοὺς διεθνεῖς ἀγῶνας στίβου. [977,1072,1156,1138]
text-paragraph: Ὁ ΔΗΜΗΤΡΙΟΣ ΧΡΙΣΤΙΝΙΔΗΣ τοῦ Ἀθανασίου καὶ ἡ ΧΡΥΣΟΥΛΑ ΠΑΠΑΔΗΜΗΤΡΙΟΥ τοῦ Χρήστου, μέλλουν νὰ ἔλθουν εἰς γάμον. [8,944,193,996]
text-paragraph: Τοῦ «ΦΙΛΩΝ ΤΟΥ ΒΟΥΝΟΥ» εἰς Ὄλυμπον. Ἀναχώρησις Σάββατον 2 μ.μ. [205,1757,386,1796]
name-day-entry: Ὁ κ. Ἀπόστολος Χατζηνίκος, δὲν ἑορτάζει. [401,1121,582,1146]
alpha-letter: Α [290,77,301,91]
text-paragraph: Γνωστοποιεῖται συμφώνως τῷ ἄρθρῳ 1369 τοῦ Ἀστικοῦ Κώδικος, ὅτι: [8,395,193,433]
name-day-entry: Ὁ κ. Ἀπόστολος Τσίτσιας, δὲν ἑορτάζει. [401,997,582,1022]
hungary-subhead: Στενὸς συνεργάτης τοῦ ὁ Καλά-ι [1166,635,1541,662]
opera-subhead: ΠΟΛΛΑΙ «ΘΥΣΙΑΖΟΜΕΝΑΙ ΠΑΡΘΕΝΟΙ» ΚΑΙ ΠΟΛΥ ΑΧΝΙΖΟΝ ΑΙΜΑ.— ΥΠΕΡΙΚΑΝΟΠΟΙΗΜΕΝΗ Η ΚΡΙΤΙΚΗ ΤΟΥ ΛΟΝΔΙΝΟΥ [1180,1357,1528,1384]
text-paragraph: Ὁ ποντίφηξ ὡμίλησε πρὸ χιλιάδων πιστῶν εἰς τὴν πλατεῖαν τοῦ Ἁγίου Πέτρου ἐπὶ τῇ ἑορτῇ τῶν Ἁγίων Πέτρου καὶ Παύλου. [977,361,1156,413]
brief-headline: ΠΥΡΟΣΒΕΣΤΗΣ ΗΠΕΙΛΗΣΕ ΤΗΝ ΖΩΗΝ ΤΟΥ Κ. ΤΖΟΝΣΟΝ [984,1309,1149,1337]
text-paragraph: Τοῦ «ΣΥΛΛΟΓΟΥ ΚΑΤΑΦΥΓΙΟΥ» εἰς Χαλκιδικήν. Πληροφορίαι Τηλ. 70-196. [205,1802,386,1840]
text-paragraph: ΠΑΡΙΣΙΟΙ, 29. (Ρώυτερ). — Κατὰ πληροφορίας διπλωματικῶν κύκλων, ὁ κ. Κάνταρ ἀνέβαλε τὸ ταξίδιόν του εἰς τὴν Γαλλίαν. [1357,685,1541,737]
name-day-entry: Ὁ κ. Ἀπόστολος Σταθόπουλος δὲν ἑορτάζει. [401,844,582,869]
name-day-entry: Ὁ κ. Ἀπόστολος Κουτσουβέλης, δὲν δέχεται ἐπισκέψεις. [205,1113,386,1138]
text-paragraph: Ἡ κίνησις τοῦ πληθυσμοῦ τῆς Θεσσαλονίκης ἐξ ἐπίσημης διαβιβάσεως τοῦ ληξιαρχείου: Γεννήσεις 50, ἄρρενες 32, θήλεις 24. Θάνατοι 10, ἄρρενες 5, θήλεις 5. Γάμοι 11. [8,1660,193,1740]
text-paragraph: Ὁ Γιακουμάκης δὲν ἀρνεῖται ὅτι ἐγνώριζε τὰς δύο γυναῖκας, ἀλλ' ὑποστηρίζει ὅτι κατὰ τὴν νύκτα τοῦ ἐγκλήματος εὑρίσκετο εἰς ἄλλο μέρος τῆς πόλεως. [594,1723,773,1789]
name-day-entry: Ὁ κ. Ἀπόστολος Ἀναγνώστου, δικηγόρος (Βασ. Ὄλγας 245) δὲν ἑορτάζει οὔτε δέχεται ἐπισκέψεις. [205,169,386,208]
text-paragraph: Τοῦ «ΧΑΡΑ ΤΟΥ ΒΟΥΝΟΥ» εἰς Καρδίαν. [401,1587,582,1612]
brief-subhead: ΕΖΗΤΗΣΕΝ ΕΓΓΡΑΦΩΣ Ο κ. ΠΑΠΑΛΑΖΑΡΟΥ [1007,36,1125,58]
alpha-letter: Ο [486,246,498,259]
name-days-col-2 [402,73,582,1321]
alpha-letter: Μ [288,1248,303,1261]
text-paragraph: Τοῦ «ΟΜΙΛΟΥ ΕΚΔΡΟΜΩΝ» εἰς Κωνσταντινούπολιν. [401,1846,582,1871]
text-paragraph: ΝΑΧΑ, Ὀκινάβα, 29. (Ἀσ. Πρέσ). — Ἡ ἐπιχείρησις ταμείου τῶν ἀμερικανικῶν στρατιωτικῶν ὑπηρεσιῶν ἀνεκάλυψεν ἀπώλειαν 250.000 δολλαρίων. [977,478,1156,544]
text-paragraph: ΔΙΑΤΙ ΤΟ ΑΝΕΒΑΛΕ [1392,667,1506,679]
name-day-entry: Ὁ κ. Ἀπόστολος Παρασίδης δὲν ἑορτάζει οὔτε δέχεται ἐπισκέψεις. [401,521,582,546]
text-paragraph: Οἱ δράσται συνελήφθησαν ὑπὸ τῆς ἀστυνομίας. [977,993,1156,1018]
name-day-entry: Ὁ κ. Ἀπόστολος Γεμενετζῆς (Θεοφίλου 46) δὲν δέχεται ἐπισκέψεις. [205,556,386,595]
page-number: Σελὶς 3 [1416,4,1541,39]
text-paragraph: — Μὲ ποῖον ἦσο τὸ βράδυ ἐκεῖνο; [788,1690,967,1716]
opera-kicker: ΕΙΣ ΤΟ ΚΟΒΕΝ ΓΚΑΡΝΤΕΝ [1234,1266,1474,1282]
gold-sub: Παρουσίασεν ἐντὸς τοῦ Μαΐου [657,1172,902,1190]
social-column [8,0,193,2379]
text-paragraph: ΛΟΝΔΙΝΟΝ, 29. (Ρώυτερ). — Ἡ ὄπερα τοῦ Σαῖνμπεργκ «Μωϋσῆς καὶ Ἀαρὼν» ἐνεθουσίασε τοὺς ἀκροατὰς τοῦ Κόβεν Γκάρντεν. [1166,1389,1350,1441]
text-paragraph: 3) Νὰ δημοσιευθῇ τὸ παρὸν εἰς τὸν τοπικὸν τύπον. [8,2336,193,2362]
social-title: ΚΟΙΝΩΝΙΚΑ [8,0,193,30]
text-paragraph: Αἱ ἀρχαὶ διεξάγουν ἀνακρίσεις. [986,549,1152,561]
engagement-photo [594,160,966,701]
